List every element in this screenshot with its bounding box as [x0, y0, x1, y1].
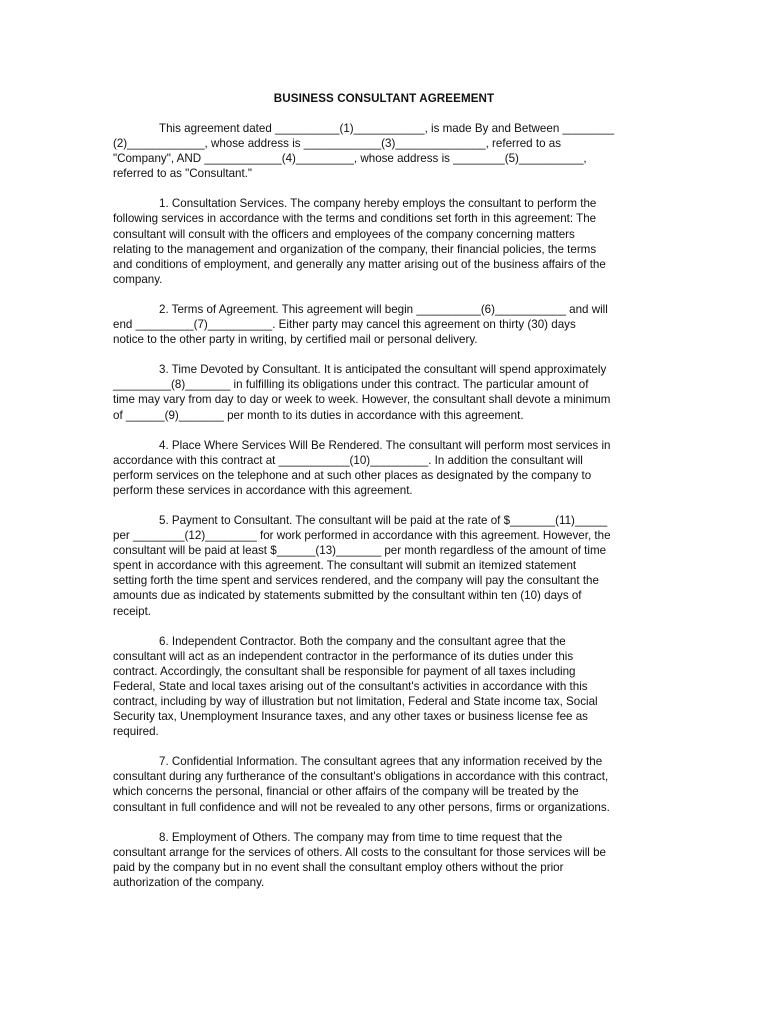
document-body: [113, 121, 658, 905]
paragraph-place-of-services: 4. Place Where Services Will Be Rendered. The consultant will perform most services in accordance with this contract at ___________(10)_________. In addition the consultant will perform services on the telephone and at such other places as designated by the company to perform these services in accordance with this agreement.: [113, 438, 611, 497]
paragraph-confidential-information: 7. Confidential Information. The consultant agrees that any information received by the consultant during any furtherance of the consultant's obligations in accordance with this contract, which concerns the personal, financial or other affairs of the company will be treated by the consultant in full confidence and will not be revealed to any other persons, firms or organizations.: [113, 755, 610, 814]
paragraph-time-devoted: 3. Time Devoted by Consultant. It is anticipated the consultant will spend approximately _________(8)_______ in fulfilling its obligations under this contract. The particular amount of time may vary from day to day or week to week. However, the consultant shall devote a minimum of ______(9)_______ per month to its duties in accordance with this agreement.: [113, 363, 611, 422]
paragraph-intro: This agreement dated __________(1)___________, is made By and Between ________ (2)____________, whose address is ____________(3)______________, referred to as "Company", AND ____________(4)_________, whose address is ________(5)__________, referred to as "Consultant.": [113, 122, 615, 181]
document-title: BUSINESS CONSULTANT AGREEMENT: [273, 92, 495, 105]
paragraph-payment: 5. Payment to Consultant. The consultant will be paid at the rate of $_______(11)_____ per ________(12)________ for work performed in accordance with this agreement. However, the consultant will be paid at least $______(13)_______ per month regardless of the amount of time spent in accordance with this agreement. The consultant will submit an itemized statement setting forth the time spent and services rendered, and the company will pay the consultant the amounts due as indicated by statements submitted by the consultant within ten (10) days of receipt.: [113, 513, 611, 618]
paragraph-terms-of-agreement: 2. Terms of Agreement. This agreement will begin __________(6)___________ and will end _________(7)__________. Either party may cancel this agreement on thirty (30) days notice to the other party in writing, by certified mail or personal delivery.: [113, 302, 608, 347]
paragraph-independent-contractor: 6. Independent Contractor. Both the company and the consultant agree that the consultant will act as an independent contractor in the performance of its duties under this contract. Accordingly, the consultant shall be responsible for payment of all taxes including Federal, State and local taxes arising out of the consultant's activities in accordance with this contract, including by way of illustration but not limitation, Federal and State income tax, Social Security tax, Unemployment Insurance taxes, and any other taxes or business license fee as required.: [113, 634, 598, 739]
paragraph-consultation-services: 1. Consultation Services. The company hereby employs the consultant to perform the following services in accordance with the terms and conditions set forth in this agreement: The consultant will consult with the officers and employees of the company concerning matters relating to the management and organization of the company, their financial policies, the terms and conditions of employment, and generally any matter arising out of the business affairs of the company.: [113, 197, 606, 286]
paragraph-employment-of-others: 8. Employment of Others. The company may from time to time request that the consultant arrange for the services of others. All costs to the consultant for those services will be paid by the company but in no event shall the consultant employ others without the prior authorization of the company.: [113, 830, 606, 889]
